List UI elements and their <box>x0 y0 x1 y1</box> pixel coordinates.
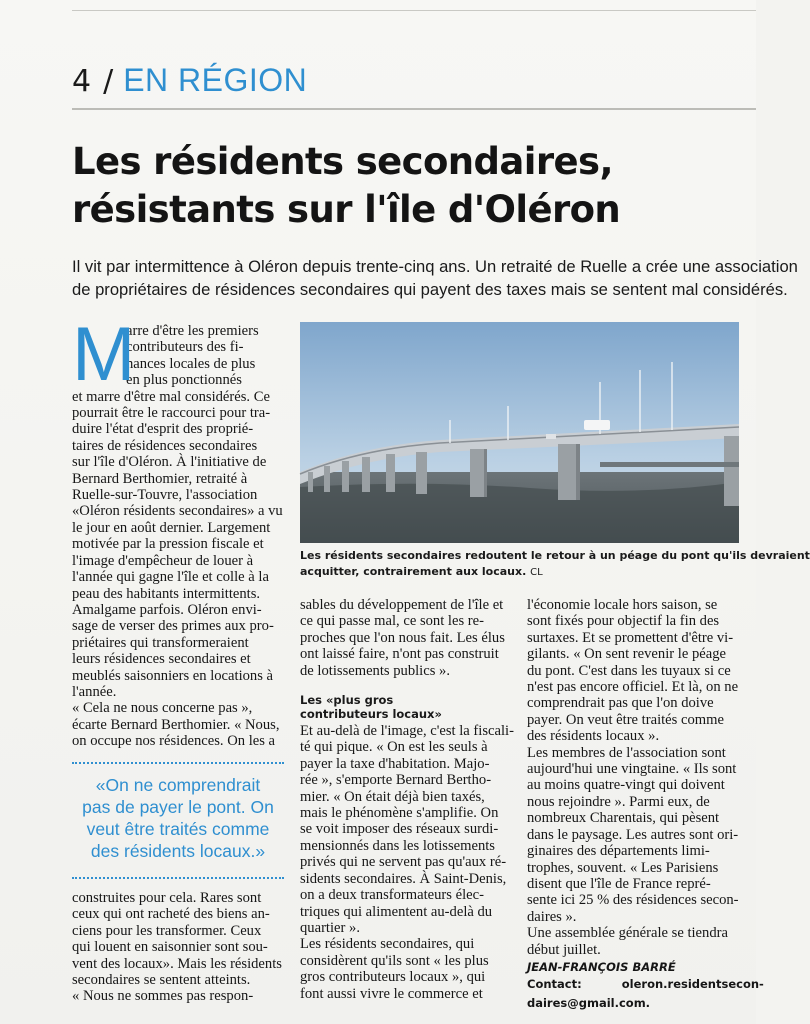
text-line: ginaires des départements limi- <box>527 843 710 860</box>
text-line: de lotissements publics ». <box>300 662 450 679</box>
headline-line: Les résidents secondaires, <box>72 140 613 183</box>
text-line: dans le paysage. Les autres sont ori- <box>527 826 739 843</box>
text-line: mais le phénomène s'amplifie. On <box>300 805 499 822</box>
text-line: priétaires qui transformeraient <box>72 634 249 651</box>
text-line: Bernard Berthomier, retraité à <box>72 470 248 487</box>
bridge-image <box>300 322 739 543</box>
text-line: meublés saisonniers en locations à <box>72 667 274 684</box>
text-line: privés qui ne servent pas qu'aux ré- <box>300 854 507 871</box>
pull-quote-line: pas de payer le pont. On <box>82 797 274 817</box>
text-line: écarte Bernard Berthomier. « Nous, <box>72 716 280 733</box>
contact-block <box>527 975 764 1013</box>
text-line: qui louent en saisonnier sont sou- <box>72 939 268 956</box>
text-line: contributeurs des fi- <box>126 339 244 356</box>
text-line: du pont. C'est dans les tuyaux si ce <box>527 662 731 679</box>
text-line: rée », s'emporte Bernard Bertho- <box>300 772 492 789</box>
page-number: 4 <box>72 64 92 99</box>
text-line: vent des locaux». Mais les résidents <box>72 955 282 972</box>
text-line: trophes, souvent. « Les Parisiens <box>527 859 719 876</box>
text-line: « Cela ne nous concerne pas », <box>72 700 253 717</box>
text-line: proches que l'on nous fait. Les élus <box>300 629 505 646</box>
column-3-body <box>527 597 739 958</box>
text-line: quartier ». <box>300 919 360 936</box>
text-line: duire l'état d'esprit des proprié- <box>72 421 254 438</box>
bridge-photo <box>300 322 739 543</box>
text-line: Une assemblée générale se tiendra <box>527 925 728 942</box>
text-line: sidents secondaires. À Saint-Denis, <box>300 870 507 887</box>
text-line: sont fixés pour objectif la fin des <box>527 613 720 630</box>
pull-quote-line: veut être traités comme <box>86 819 270 839</box>
text-line: et marre d'être mal considérés. Ce <box>72 388 270 405</box>
text-line: on occupe nos résidences. On les a <box>72 733 276 750</box>
text-line: Amalgame parfois. Oléron envi- <box>72 601 262 618</box>
chapeau-line: de propriétaires de résidences secondaires qui payent des taxes mais se sentent mal considérés. <box>72 280 788 299</box>
column-1-body <box>72 389 284 750</box>
pull-quote-line: des résidents locaux.» <box>90 841 266 861</box>
contact-label: Contact: <box>527 976 582 991</box>
text-line: té qui pique. « On est les seuls à <box>300 739 488 756</box>
contact-line <box>527 975 764 994</box>
pull-quote-line: «On ne comprendrait <box>95 775 261 795</box>
subhead <box>300 693 514 721</box>
pull-quote <box>72 762 284 862</box>
text-line: surtaxes. Et se promettent d'être vi- <box>527 629 734 646</box>
caption-line <box>300 564 740 581</box>
text-line: construites pour cela. Rares sont <box>72 890 262 906</box>
text-line: mensionnés dans les lotissements <box>300 837 495 854</box>
section-header <box>72 62 307 99</box>
text-line: Les résidents secondaires, qui <box>300 936 475 953</box>
text-line: sables du développement de l'île et <box>300 597 504 613</box>
text-line: ont laissé faire, n'ont pas construit <box>300 646 499 663</box>
text-line: aujourd'hui une vingtaine. « Ils sont <box>527 761 737 778</box>
chapeau <box>72 255 798 301</box>
headline <box>72 138 752 234</box>
text-line: l'année. <box>72 683 117 700</box>
subhead-line: contributeurs locaux» <box>300 707 442 722</box>
column-3 <box>527 597 764 1013</box>
column-2-body <box>300 723 514 1002</box>
text-line: triques qui alimentent au-delà du <box>300 903 493 920</box>
text-line: motivée par la pression fiscale et <box>72 536 264 553</box>
subhead-line: Les «plus gros <box>300 693 394 708</box>
text-line: gilants. « On sent revenir le péage <box>527 646 726 663</box>
photo-credit: CL <box>530 567 543 578</box>
text-line: payer la taxe d'habitation. Majo- <box>300 755 490 772</box>
text-line: n'est pas encore officiel. Et là, on ne <box>527 679 739 696</box>
photo-caption <box>300 548 810 581</box>
text-line: on a deux transformateurs élec- <box>300 887 484 904</box>
text-line: Et au-delà de l'image, c'est la fiscali- <box>300 723 514 740</box>
text-line: leurs résidences secondaires et <box>72 651 251 668</box>
text-line: l'économie locale hors saison, se <box>527 597 718 613</box>
text-line: payer. On veut être traités comme <box>527 711 724 728</box>
contact-email: oleron.residentsecon- <box>621 976 764 991</box>
text-line: l'image d'empêcheur de louer à <box>72 552 254 569</box>
text-line: en plus ponctionnés <box>126 372 242 389</box>
text-line: au moins quatre-vingt qui doivent <box>527 777 725 794</box>
section-name: EN RÉGION <box>123 62 308 98</box>
column-2-top <box>300 597 514 679</box>
text-line: taires de résidences secondaires <box>72 437 258 454</box>
text-line: Ruelle-sur-Touvre, l'association <box>72 487 258 504</box>
text-line: font aussi vivre le commerce et <box>300 985 483 1002</box>
text-line: gros contributeurs locaux », qui <box>300 969 486 986</box>
drop-cap: M <box>72 312 136 397</box>
text-line: nances locales de plus <box>126 355 256 372</box>
text-line: se voit imposer des réseaux surdi- <box>300 821 499 838</box>
column-2 <box>300 597 514 1002</box>
contact-email-cont: daires@gmail.com. <box>527 995 651 1010</box>
text-line: disent que l'île de France repré- <box>527 875 711 892</box>
text-line: mier. « On était déjà bien taxés, <box>300 788 485 805</box>
text-line: « Nous ne sommes pas respon- <box>72 988 254 1005</box>
byline: JEAN-FRANÇOIS BARRÉ <box>527 959 676 974</box>
text-line: peau des habitants intermittents. <box>72 585 261 602</box>
text-line: l'année qui gagne l'île et colle à la <box>72 569 269 586</box>
pull-quote-rule <box>72 877 284 879</box>
text-line: ce qui passe mal, ce sont les re- <box>300 613 484 630</box>
header-separator: / <box>103 64 114 99</box>
text-line: sente ici 25 % des résidences secon- <box>527 892 739 909</box>
text-line: nous rejoindre ». Parmi eux, de <box>527 793 710 810</box>
caption-text: acquitter, contrairement aux locaux. <box>300 565 527 578</box>
text-line: considèrent qu'ils sont « les plus <box>300 952 489 969</box>
column-1 <box>72 312 284 750</box>
top-rule <box>72 10 756 11</box>
text-line: secondaires se sentent atteints. <box>72 972 251 989</box>
chapeau-line: Il vit par intermittence à Oléron depuis trente-cinq ans. Un retraité de Ruelle a crée une association <box>72 257 798 276</box>
text-line: sage de verser des primes aux pro- <box>72 618 274 635</box>
text-line: comprendrait pas que l'on doive <box>527 695 714 712</box>
text-line: des résidents locaux ». <box>527 728 660 745</box>
text-line: nombreux Charentais, qui pèsent <box>527 810 720 827</box>
text-line: début juillet. <box>527 941 601 958</box>
text-line: Les membres de l'association sont <box>527 744 726 761</box>
text-line: pourrait être le raccourci pour tra- <box>72 405 271 422</box>
text-line: le jour en août dernier. Largement <box>72 519 271 536</box>
text-line: arre d'être les premiers <box>126 323 259 339</box>
text-line: sur l'île d'Oléron. À l'initiative de <box>72 454 267 471</box>
text-line: ciens pour les transformer. Ceux <box>72 922 262 939</box>
caption-line: Les résidents secondaires redoutent le retour à un péage du pont qu'ils devraient <box>300 549 810 562</box>
text-line: daires ». <box>527 908 577 925</box>
text-line: «Oléron résidents secondaires» a vu <box>72 503 283 520</box>
headline-line: résistants sur l'île d'Oléron <box>72 188 621 231</box>
header-rule <box>72 108 756 110</box>
text-line: ceux qui ont racheté des biens an- <box>72 906 270 923</box>
column-1-continued <box>72 890 284 1005</box>
